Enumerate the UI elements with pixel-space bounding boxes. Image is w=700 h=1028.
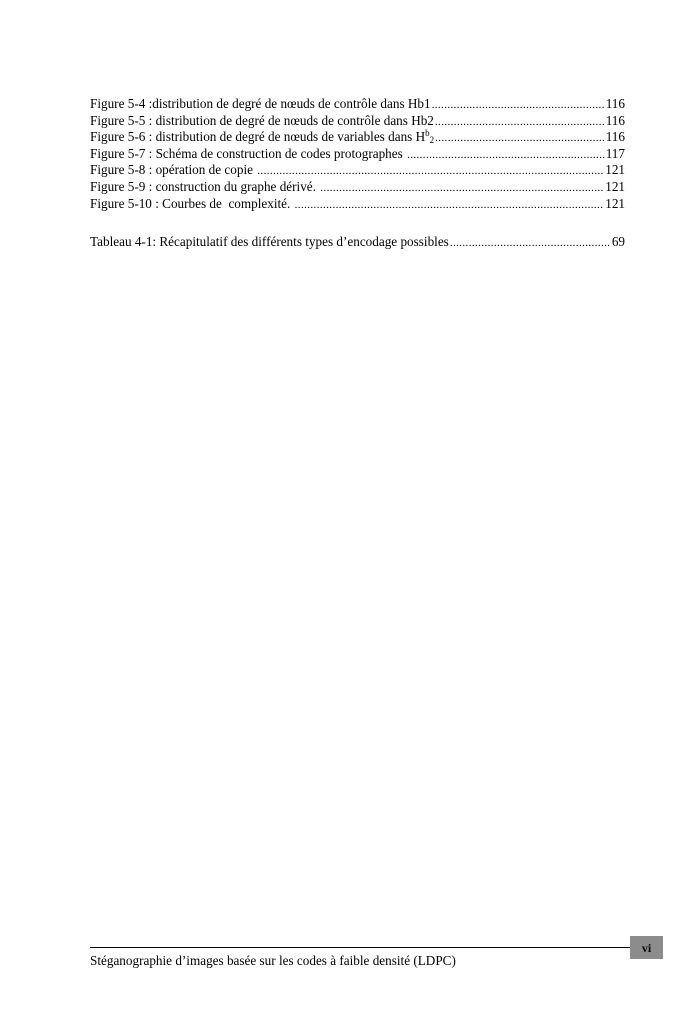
dot-leader	[450, 235, 611, 252]
toc-entry-label: Figure 5-9 : construction du graphe dérivé.	[90, 178, 320, 194]
toc-entry-page: 116	[605, 129, 625, 145]
running-footer: Stéganographie d’images basée sur les codes à faible densité (LDPC)	[90, 953, 456, 968]
superscript: b	[425, 128, 430, 139]
toc-entry-figure-5-4[interactable]	[90, 96, 625, 113]
toc-entry-label: Figure 5-7 : Schéma de construction de codes protographes	[90, 145, 407, 161]
toc-entry-page: 116	[605, 96, 625, 111]
list-of-figures	[90, 96, 625, 212]
toc-entry-page: 69	[611, 234, 625, 249]
toc-entry-label-text: Figure 5-6 : distribution de degré de nœuds de variables dans H	[90, 129, 426, 145]
toc-entry-page: 121	[605, 195, 625, 211]
footer-divider	[90, 947, 630, 948]
subscript: 2	[429, 135, 435, 146]
dot-leader	[435, 130, 605, 147]
dot-leader	[435, 114, 605, 131]
list-of-tables	[90, 234, 625, 251]
toc-entry-figure-5-10[interactable]	[90, 196, 625, 213]
toc-entry-figure-5-8[interactable]	[90, 162, 625, 179]
toc-entry-label: Figure 5-8 : opération de copie	[90, 162, 257, 178]
dot-leader	[407, 147, 605, 164]
dot-leader	[295, 197, 605, 214]
toc-entry-page: 121	[605, 162, 625, 178]
toc-entry-label	[90, 129, 434, 146]
dot-leader	[257, 163, 604, 180]
toc-entry-figure-5-7[interactable]	[90, 146, 625, 163]
toc-entry-page: 117	[605, 145, 625, 161]
toc-entry-figure-5-6[interactable]	[90, 129, 625, 146]
toc-entry-label: Figure 5-4 :distribution de degré de nœuds de contrôle dans Hb1	[90, 96, 431, 111]
dot-leader	[432, 97, 605, 114]
toc-entry-page: 121	[605, 178, 625, 194]
toc-entry-figure-5-5[interactable]	[90, 113, 625, 130]
toc-entry-label: Tableau 4-1: Récapitulatif des différents types d’encodage possibles	[90, 234, 449, 249]
toc-entry-label: Figure 5-5 : distribution de degré de nœuds de contrôle dans Hb2	[90, 112, 434, 128]
page-number-badge: vi	[630, 936, 663, 959]
toc-entry-table-4-1[interactable]	[90, 234, 625, 251]
toc-entry-figure-5-9[interactable]	[90, 179, 625, 196]
dot-leader	[320, 180, 604, 197]
toc-entry-label: Figure 5-10 : Courbes de complexité.	[90, 195, 294, 211]
toc-entry-page: 116	[605, 112, 625, 128]
